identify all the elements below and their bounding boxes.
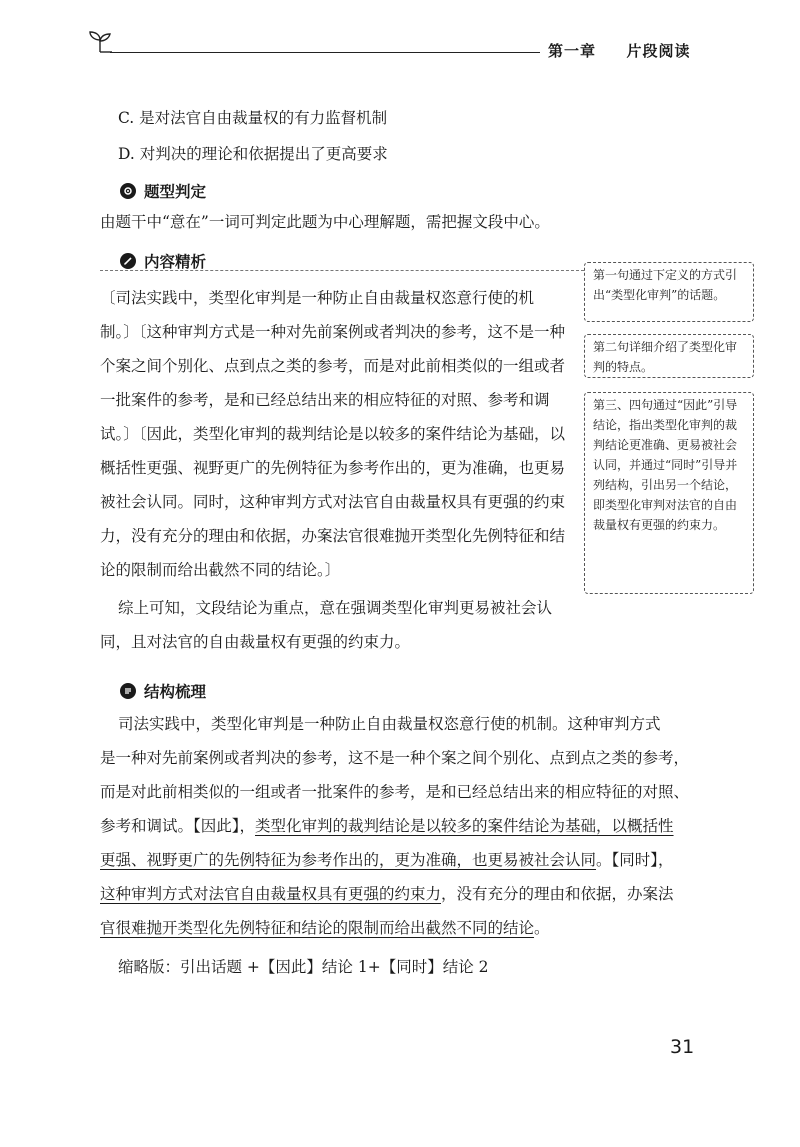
structure-line-7 xyxy=(100,921,550,937)
side-note-1: 第一句通过下定义的方式引出“类型化审判”的话题。 xyxy=(584,262,754,322)
conclusion-1-underline-b: 更强、视野更广的先例特征为参考作出的，更为准确，也更易被社会认同 xyxy=(100,851,597,869)
structure-title: 结构梳理 xyxy=(144,683,207,701)
structure-line-2: 是一种对先前案例或者判决的参考，这不是一种个案之间个别化、点到点之类的参考， xyxy=(100,749,690,767)
header-rule xyxy=(110,52,540,53)
running-header xyxy=(548,40,691,61)
gear-icon xyxy=(120,183,136,199)
structure-line-4-plain: 参考和调试。【因此】， xyxy=(100,817,256,835)
option-c: C. 是对法官自由裁量权的有力监督机制 xyxy=(118,109,388,127)
structure-line-5-plain: 。【同时】， xyxy=(596,851,674,869)
analysis-line-7: 被社会认同。同时，这种审判方式对法官自由裁量权具有更强的约束 xyxy=(100,493,566,511)
summary-line-1: 综上可知，文段结论为重点，意在强调类型化审判更易被社会认 xyxy=(118,599,553,617)
page-number: 31 xyxy=(670,1036,695,1058)
content-analysis-title: 内容精析 xyxy=(144,253,207,271)
analysis-line-4: 一批案件的参考，是和已经总结出来的相应特征的对照、参考和调 xyxy=(100,391,550,409)
structure-line-6-plain: ，没有充分的理由和依据，办案法 xyxy=(441,885,674,903)
analysis-line-5: 试。〕〔因此，类型化审判的裁判结论是以较多的案件结论为基础，以 xyxy=(100,425,566,443)
structure-heading xyxy=(120,680,206,702)
type-judgment-text: 由题干中“意在”一词可判定此题为中心理解题，需把握文段中心。 xyxy=(100,213,550,231)
summary-line-2: 同，且对法官的自由裁量权有更强的约束力。 xyxy=(100,633,411,651)
structure-line-7-plain: 。 xyxy=(534,919,550,937)
content-analysis-heading xyxy=(120,250,206,272)
structure-icon xyxy=(120,683,136,699)
type-judgment-title: 题型判定 xyxy=(144,183,207,201)
analysis-line-8: 力，没有充分的理由和依据，办案法官很难抛开类型化先例特征和结 xyxy=(100,527,566,545)
structure-line-4 xyxy=(100,819,674,835)
chapter-label: 第一章 xyxy=(548,42,597,60)
pen-icon xyxy=(120,253,136,269)
analysis-divider xyxy=(100,270,584,271)
sprout-icon xyxy=(86,28,114,54)
analysis-line-2: 制。〕〔这种审判方式是一种对先前案例或者判决的参考，这不是一种 xyxy=(100,323,566,341)
structure-line-5 xyxy=(100,853,674,869)
option-d: D. 对判决的理论和依据提出了更高要求 xyxy=(118,145,388,163)
analysis-line-9: 论的限制而给出截然不同的结论。〕 xyxy=(100,561,341,579)
side-note-2: 第二句详细介绍了类型化审判的特点。 xyxy=(584,334,754,378)
abbreviated-version: 缩略版：引出话题 +【因此】结论 1+【同时】结论 2 xyxy=(118,958,489,976)
structure-line-1: 司法实践中，类型化审判是一种防止自由裁量权恣意行使的机制。这种审判方式 xyxy=(118,715,661,733)
structure-line-6 xyxy=(100,887,674,903)
section-label: 片段阅读 xyxy=(626,42,691,60)
analysis-line-3: 个案之间个别化、点到点之类的参考，而是对此前相类似的一组或者 xyxy=(100,357,566,375)
side-note-3: 第三、四句通过“因此”引导结论，指出类型化审判的裁判结论更准确、更易被社会认同，并通过“同时”引导并列结构，引出另一个结论，即类型化审判对法官的自由裁量权有更强的约束力。 xyxy=(584,392,754,594)
structure-line-3: 而是对此前相类似的一组或者一批案件的参考，是和已经总结出来的相应特征的对照、 xyxy=(100,783,690,801)
conclusion-2-underline-b: 官很难抛开类型化先例特征和结论的限制而给出截然不同的结论 xyxy=(100,919,535,937)
analysis-line-6: 概括性更强、视野更广的先例特征为参考作出的，更为准确，也更易 xyxy=(100,459,566,477)
analysis-line-1: 〔司法实践中，类型化审判是一种防止自由裁量权恣意行使的机 xyxy=(100,289,535,307)
conclusion-2-underline-a: 这种审判方式对法官自由裁量权具有更强的约束力 xyxy=(100,885,442,903)
type-judgment-heading xyxy=(120,180,206,202)
conclusion-1-underline-a: 类型化审判的裁判结论是以较多的案件结论为基础，以概括性 xyxy=(255,817,674,835)
